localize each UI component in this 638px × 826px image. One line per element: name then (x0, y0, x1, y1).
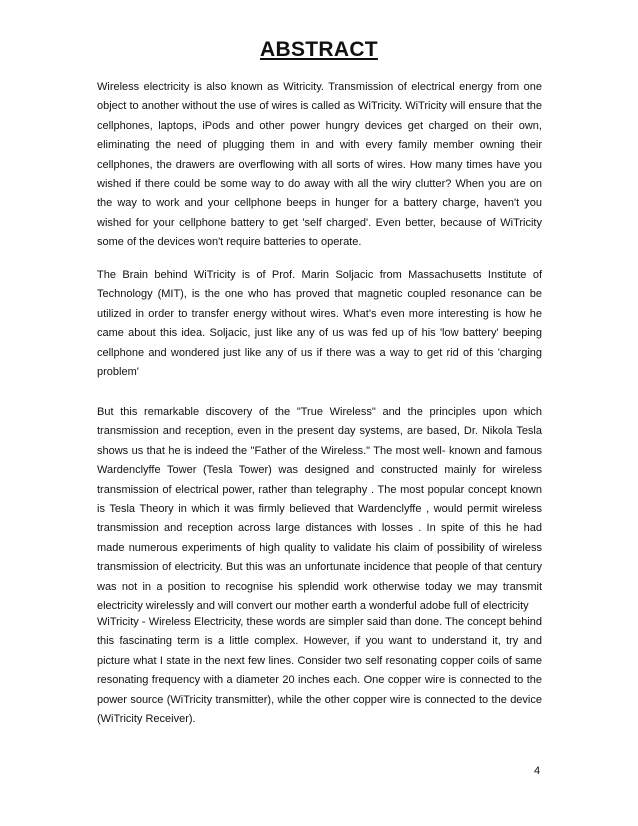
paragraph-soljacic: The Brain behind WiTricity is of Prof. Marin Soljacic from Massachusetts Institute of Technology (MIT), is the one who has proved that magnetic coupled resonance can be utilized in order to transfer energy without wires. What's even more interesting is how he came about this idea. Soljacic, just like any of us was fed up of his 'low battery' beeping cellphone and wondered just like any of us if there was a way to get rid of this 'charging problem' (97, 269, 542, 379)
paragraph-witricity-intro: Wireless electricity is also known as Witricity. Transmission of electrical energy from one object to another without the use of wires is called as WiTricity. WiTricity will ensure that the cellphones, laptops, iPods and other power hungry devices get charged on their own, eliminating the need of plugging them in and with every family member owning their cellphones, the drawers are overflowing with all sorts of wires. How many times have you wished if there could be some way to do away with all the wiry clutter? When you are on the way to work and your cellphone beeps in hunger for a battery charge, haven't you wished for your cellphone battery to get 'self charged'. Even better, because of WiTricity some of the devices won't require batteries to operate. (97, 81, 542, 249)
page-number: 4 (534, 765, 541, 777)
page-title: ABSTRACT (260, 38, 378, 61)
paragraph-concept: WiTricity - Wireless Electricity, these words are simpler said than done. The concept behind this fascinating term is a little complex. However, if you want to understand it, try and picture what I state in the next few lines. Consider two self resonating copper coils of same resonating frequency with a diameter 20 inches each. One copper wire is connected to the power source (WiTricity transmitter), while the other copper wire is connected to the device (WiTricity Receiver). (97, 616, 542, 726)
paragraph-tesla: But this remarkable discovery of the "True Wireless" and the principles upon which transmission and reception, even in the present day systems, are based, Dr. Nikola Tesla shows us that he is indeed the "Father of the Wireless." The most well- known and famous Wardenclyffe Tower (Tesla Tower) was designed and constructed mainly for wireless transmission of electrical power, rather than telegraphy . The most popular concept known is Tesla Theory in which it was firmly believed that Wardenclyffe , would permit wireless transmission and reception across large distances with losses . In spite of this he had made numerous experiments of high quality to validate his claim of possibility of wireless transmission of electricity. But this was an unfortunate incidence that people of that century was not in a position to recognise his splendid work otherwise today we may transmit electricity wirelessly and will convert our mother earth a wonderful adobe full of electricity (97, 406, 542, 613)
